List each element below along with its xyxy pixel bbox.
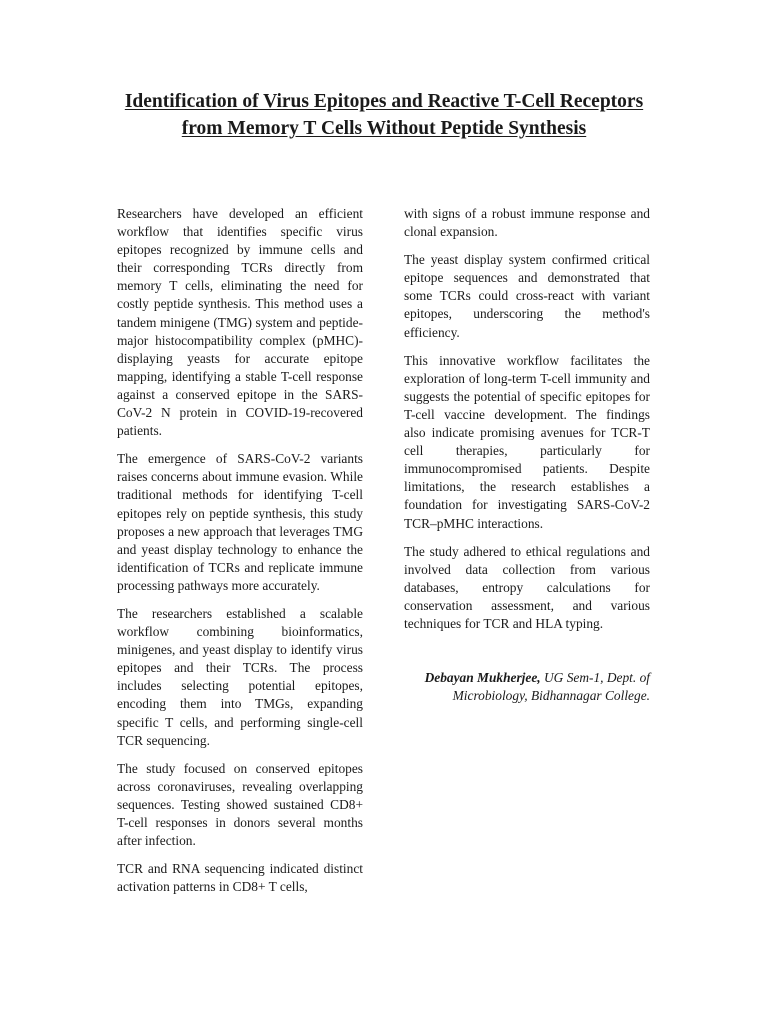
author-name: Debayan Mukherjee, [424,670,541,686]
author-affiliation: UG Sem-1, Dept. of Microbiology, Bidhannagar College. [452,670,650,704]
paragraph: with signs of a robust immune response and clonal expansion. [404,206,650,240]
paragraph: The yeast display system confirmed critical epitope sequences and demonstrated that some TCRs could cross-react with variant epitopes, underscoring the method's efficiency. [404,252,650,340]
paragraph: The researchers established a scalable workflow combining bioinformatics, minigenes, and yeast display to identify virus epitopes and their TCRs. The process includes selecting potential epitopes, encoding them into TMGs, expanding specific T cells, and performing single-cell TCR sequencing. [117,605,363,748]
paragraph: The study focused on conserved epitopes across coronaviruses, revealing overlapping sequences. Testing showed sustained CD8+ T-cell responses in donors several months after infection. [117,760,363,849]
author-byline [404,669,650,705]
right-column [404,205,650,715]
paragraph: The emergence of SARS-CoV-2 variants raises concerns about immune evasion. While traditional methods for identifying T-cell epitopes rely on peptide synthesis, this study proposes a new approach that leverages TMG and yeast display technology to enhance the identification of TCRs and replicate immune processing pathways more accurately. [117,451,363,593]
left-column [117,205,363,906]
paragraph: Researchers have developed an efficient workflow that identifies specific virus epitopes recognized by immune cells and their corresponding TCRs directly from memory T cells, eliminating the need for costly peptide synthesis. This method uses a tandem minigene (TMG) system and peptide-major histocompatibility complex (pMHC)-displaying yeasts for accurate epitope mapping, identifying a stable T-cell response against a conserved epitope in the SARS-CoV-2 N protein in COVID-19-recovered patients. [117,206,363,439]
article-title: Identification of Virus Epitopes and Reactive T-Cell Receptors from Memory T Cells Without Peptide Synthesis [124,91,644,139]
paragraph: The study adhered to ethical regulations and involved data collection from various databases, entropy calculations for conservation assessment, and various techniques for TCR and HLA typing. [404,543,650,631]
paragraph: TCR and RNA sequencing indicated distinct activation patterns in CD8+ T cells, [117,861,363,895]
paragraph: This innovative workflow facilitates the exploration of long-term T-cell immunity and suggests the potential of specific epitopes for T-cell vaccine development. The findings also indicate promising avenues for TCR-T cell therapies, particularly for immunocompromised patients. Despite limitations, the research establishes a foundation for investigating SARS-CoV-2 TCR–pMHC interactions. [404,352,650,531]
